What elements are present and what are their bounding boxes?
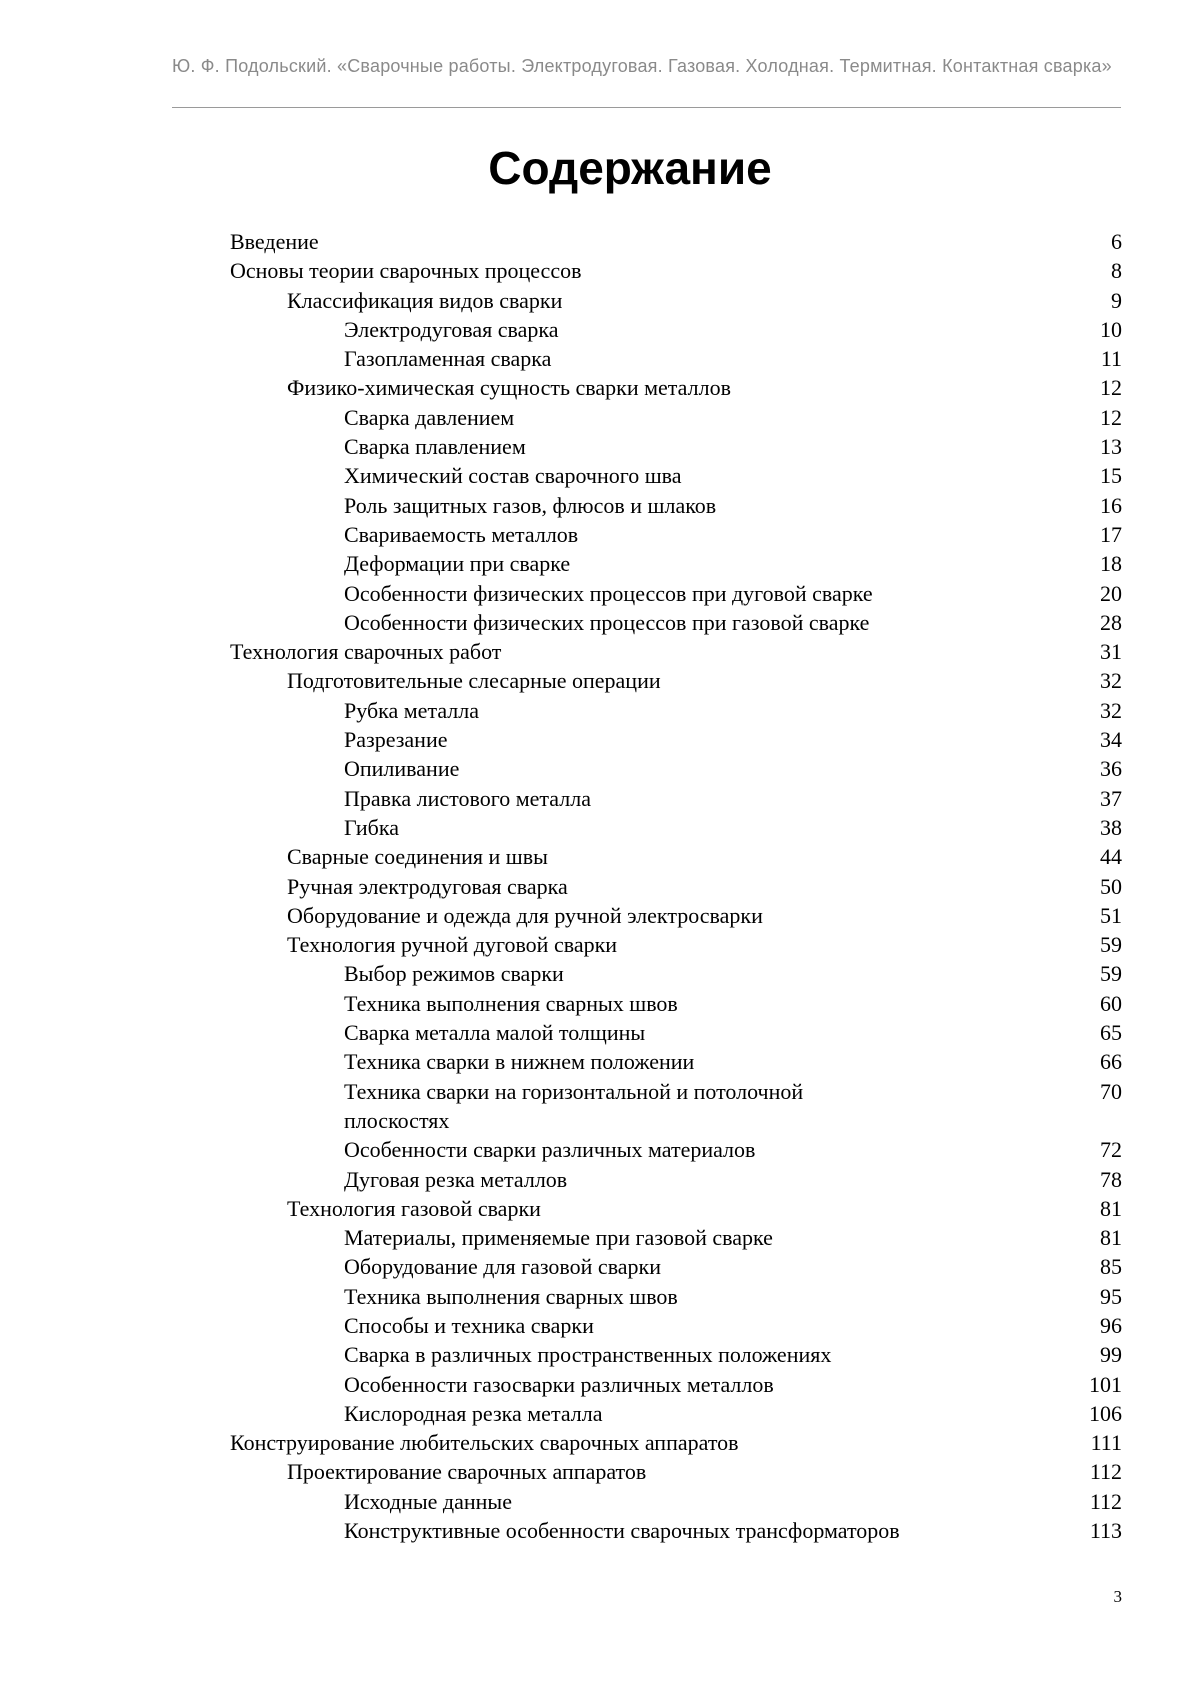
toc-entry[interactable]: [230, 1282, 1122, 1311]
toc-entry-page-number: 34: [1100, 727, 1122, 753]
toc-entry-title: Технология ручной дуговой сварки: [287, 932, 618, 958]
toc-entry-page-number: 36: [1100, 756, 1122, 782]
toc-entry[interactable]: [230, 1457, 1122, 1486]
toc-entry-page-number: 44: [1100, 844, 1122, 870]
toc-entry[interactable]: [230, 872, 1122, 901]
toc-entry[interactable]: [230, 637, 1122, 666]
toc-entry-page-number: 18: [1100, 551, 1122, 577]
toc-entry-title: Дуговая резка металлов: [344, 1166, 568, 1192]
toc-entry-title: Классификация видов сварки: [287, 287, 563, 313]
toc-entry-title: Электродуговая сварка: [344, 316, 559, 342]
toc-entry-title: Сварка плавлением: [344, 434, 526, 460]
toc-entry-title: Оборудование и одежда для ручной электросварки: [287, 902, 763, 928]
toc-entry-page-number: 12: [1100, 375, 1122, 401]
toc-entry-page-number: 95: [1100, 1283, 1122, 1309]
page-number: 3: [1113, 1587, 1122, 1606]
toc-entry[interactable]: [230, 256, 1122, 285]
toc-entry[interactable]: [230, 930, 1122, 959]
toc-entry[interactable]: [230, 1311, 1122, 1340]
toc-entry-page-number: 59: [1100, 961, 1122, 987]
toc-entry-page-number: 99: [1100, 1342, 1122, 1368]
toc-entry-page-number: 112: [1089, 1488, 1122, 1514]
toc-entry-title: Рубка металла: [344, 697, 480, 723]
toc-entry-title: Техника выполнения сварных швов: [344, 1283, 678, 1309]
toc-entry[interactable]: [230, 432, 1122, 461]
toc-entry-title: Оборудование для газовой сварки: [344, 1254, 662, 1280]
toc-entry-page-number: 15: [1100, 463, 1122, 489]
toc-entry[interactable]: [230, 1223, 1122, 1252]
toc-entry[interactable]: [230, 1252, 1122, 1281]
toc-entry-page-number: 6: [1111, 229, 1122, 254]
toc-entry[interactable]: [230, 725, 1122, 754]
toc-entry-page-number: 51: [1100, 902, 1122, 928]
toc-entry[interactable]: [230, 1165, 1122, 1194]
toc-entry-page-number: 70: [1100, 1078, 1122, 1104]
toc-entry[interactable]: [230, 344, 1122, 373]
toc-entry-title: Ручная электродуговая сварка: [287, 873, 568, 899]
toc-entry[interactable]: [230, 1340, 1122, 1369]
toc-entry-page-number: 66: [1100, 1049, 1122, 1075]
header-divider: [172, 107, 1121, 108]
toc-entry-page-number: 11: [1100, 346, 1122, 372]
toc-entry[interactable]: [230, 813, 1122, 842]
toc-entry-title: Конструирование любительских сварочных аппаратов: [230, 1430, 739, 1456]
toc-entry[interactable]: [230, 754, 1122, 783]
running-header: Ю. Ф. Подольский. «Сварочные работы. Электродуговая. Газовая. Холодная. Термитная. Контактная сварка»: [172, 56, 1112, 76]
page-title: Содержание: [488, 142, 772, 194]
toc-entry[interactable]: [230, 1135, 1122, 1164]
toc-entry-page-number: 112: [1089, 1459, 1122, 1485]
toc-entry-title: Исходные данные: [344, 1488, 512, 1514]
toc-entry-page-number: 31: [1100, 639, 1122, 665]
toc-entry-title: Техника сварки в нижнем положении: [344, 1049, 695, 1075]
toc-entry[interactable]: [230, 1047, 1122, 1076]
toc-entry-title: Химический состав сварочного шва: [344, 463, 682, 489]
table-of-contents: [230, 227, 1122, 1545]
toc-entry[interactable]: [230, 666, 1122, 695]
toc-entry[interactable]: [230, 1018, 1122, 1047]
toc-entry[interactable]: [230, 1487, 1122, 1516]
toc-entry[interactable]: [230, 959, 1122, 988]
toc-entry[interactable]: [230, 315, 1122, 344]
toc-entry-page-number: 78: [1100, 1166, 1122, 1192]
toc-entry-page-number: 17: [1100, 521, 1122, 547]
toc-entry-title: Сварка в различных пространственных положениях: [344, 1342, 832, 1368]
toc-entry[interactable]: [230, 901, 1122, 930]
toc-entry-page-number: 32: [1100, 668, 1122, 694]
toc-entry[interactable]: [230, 608, 1122, 637]
toc-entry-title: Особенности физических процессов при газовой сварке: [344, 609, 870, 635]
toc-entry-title: Подготовительные слесарные операции: [287, 668, 661, 694]
toc-entry-page-number: 72: [1100, 1137, 1122, 1163]
toc-entry[interactable]: [230, 1077, 1122, 1136]
toc-entry[interactable]: [230, 461, 1122, 490]
toc-entry[interactable]: [230, 1399, 1122, 1428]
toc-entry-title: Выбор режимов сварки: [344, 961, 564, 987]
toc-entry[interactable]: [230, 1370, 1122, 1399]
toc-entry-title: Введение: [230, 229, 319, 254]
toc-entry-page-number: 32: [1100, 697, 1122, 723]
toc-entry-title: Особенности газосварки различных металлов: [344, 1371, 774, 1397]
toc-entry-title: Разрезание: [344, 727, 448, 753]
toc-entry-title: Кислородная резка металла: [344, 1400, 603, 1426]
toc-entry-title: Конструктивные особенности сварочных трансформаторов: [344, 1518, 900, 1544]
toc-entry-page-number: 12: [1100, 404, 1122, 430]
toc-entry-title: Деформации при сварке: [344, 551, 571, 577]
toc-entry-page-number: 59: [1100, 932, 1122, 958]
toc-entry-page-number: 60: [1100, 990, 1122, 1016]
toc-entry[interactable]: [230, 286, 1122, 315]
toc-entry[interactable]: [230, 403, 1122, 432]
toc-entry-page-number: 50: [1100, 873, 1122, 899]
toc-entry-page-number: 81: [1100, 1225, 1122, 1251]
toc-entry-page-number: 101: [1089, 1371, 1122, 1397]
toc-entry-page-number: 8: [1111, 258, 1122, 284]
toc-entry-title: Техника сварки на горизонтальной и потолочной плоскостях: [344, 1078, 804, 1133]
toc-entry[interactable]: [230, 784, 1122, 813]
toc-entry-title: Материалы, применяемые при газовой сварке: [344, 1225, 773, 1251]
toc-entry-page-number: 113: [1089, 1518, 1122, 1544]
toc-entry-title: Техника выполнения сварных швов: [344, 990, 678, 1016]
toc-entry-page-number: 13: [1100, 434, 1122, 460]
toc-entry[interactable]: [230, 1194, 1122, 1223]
toc-entry-page-number: 10: [1100, 316, 1122, 342]
toc-entry-title: Технология сварочных работ: [230, 639, 502, 665]
toc-entry-title: Сварка давлением: [344, 404, 515, 430]
toc-entry-page-number: 96: [1100, 1312, 1122, 1338]
toc-entry-page-number: 111: [1090, 1430, 1122, 1456]
toc-entry-title: Свариваемость металлов: [344, 521, 579, 547]
toc-entry-title: Проектирование сварочных аппаратов: [287, 1459, 647, 1485]
toc-entry-page-number: 85: [1100, 1254, 1122, 1280]
toc-entry-page-number: 38: [1100, 814, 1122, 840]
toc-entry-page-number: 9: [1111, 287, 1122, 313]
toc-entry-title: Физико-химическая сущность сварки металлов: [287, 375, 731, 401]
toc-entry-page-number: 16: [1100, 492, 1122, 518]
toc-entry[interactable]: [230, 491, 1122, 520]
toc-entry-title: Правка листового металла: [344, 785, 591, 811]
toc-entry-title: Основы теории сварочных процессов: [230, 258, 582, 284]
toc-entry-page-number: 20: [1100, 580, 1122, 606]
toc-entry[interactable]: [230, 696, 1122, 725]
toc-entry[interactable]: [230, 520, 1122, 549]
toc-entry[interactable]: [230, 373, 1122, 402]
toc-entry-page-number: 106: [1089, 1400, 1122, 1426]
toc-entry-page-number: 81: [1100, 1195, 1122, 1221]
toc-entry-title: Сварные соединения и швы: [287, 844, 548, 870]
toc-entry[interactable]: [230, 1428, 1122, 1457]
toc-entry-title: Газопламенная сварка: [344, 346, 552, 372]
toc-entry-page-number: 37: [1100, 785, 1122, 811]
toc-entry[interactable]: [230, 989, 1122, 1018]
toc-entry[interactable]: [230, 227, 1122, 256]
toc-entry-title: Гибка: [344, 814, 399, 840]
toc-entry-page-number: 65: [1100, 1020, 1122, 1046]
toc-entry-title: Особенности сварки различных материалов: [344, 1137, 756, 1163]
toc-entry-title: Роль защитных газов, флюсов и шлаков: [344, 492, 717, 518]
toc-entry[interactable]: [230, 842, 1122, 871]
toc-entry-title: Технология газовой сварки: [287, 1195, 541, 1221]
toc-entry-page-number: 28: [1100, 609, 1122, 635]
toc-entry-title: Сварка металла малой толщины: [344, 1020, 646, 1046]
toc-entry[interactable]: [230, 1516, 1122, 1545]
toc-entry-title: Особенности физических процессов при дуговой сварке: [344, 580, 873, 606]
toc-entry-title: Опиливание: [344, 756, 460, 782]
toc-entry[interactable]: [230, 579, 1122, 608]
toc-entry-title: Способы и техника сварки: [344, 1312, 594, 1338]
toc-entry[interactable]: [230, 549, 1122, 578]
